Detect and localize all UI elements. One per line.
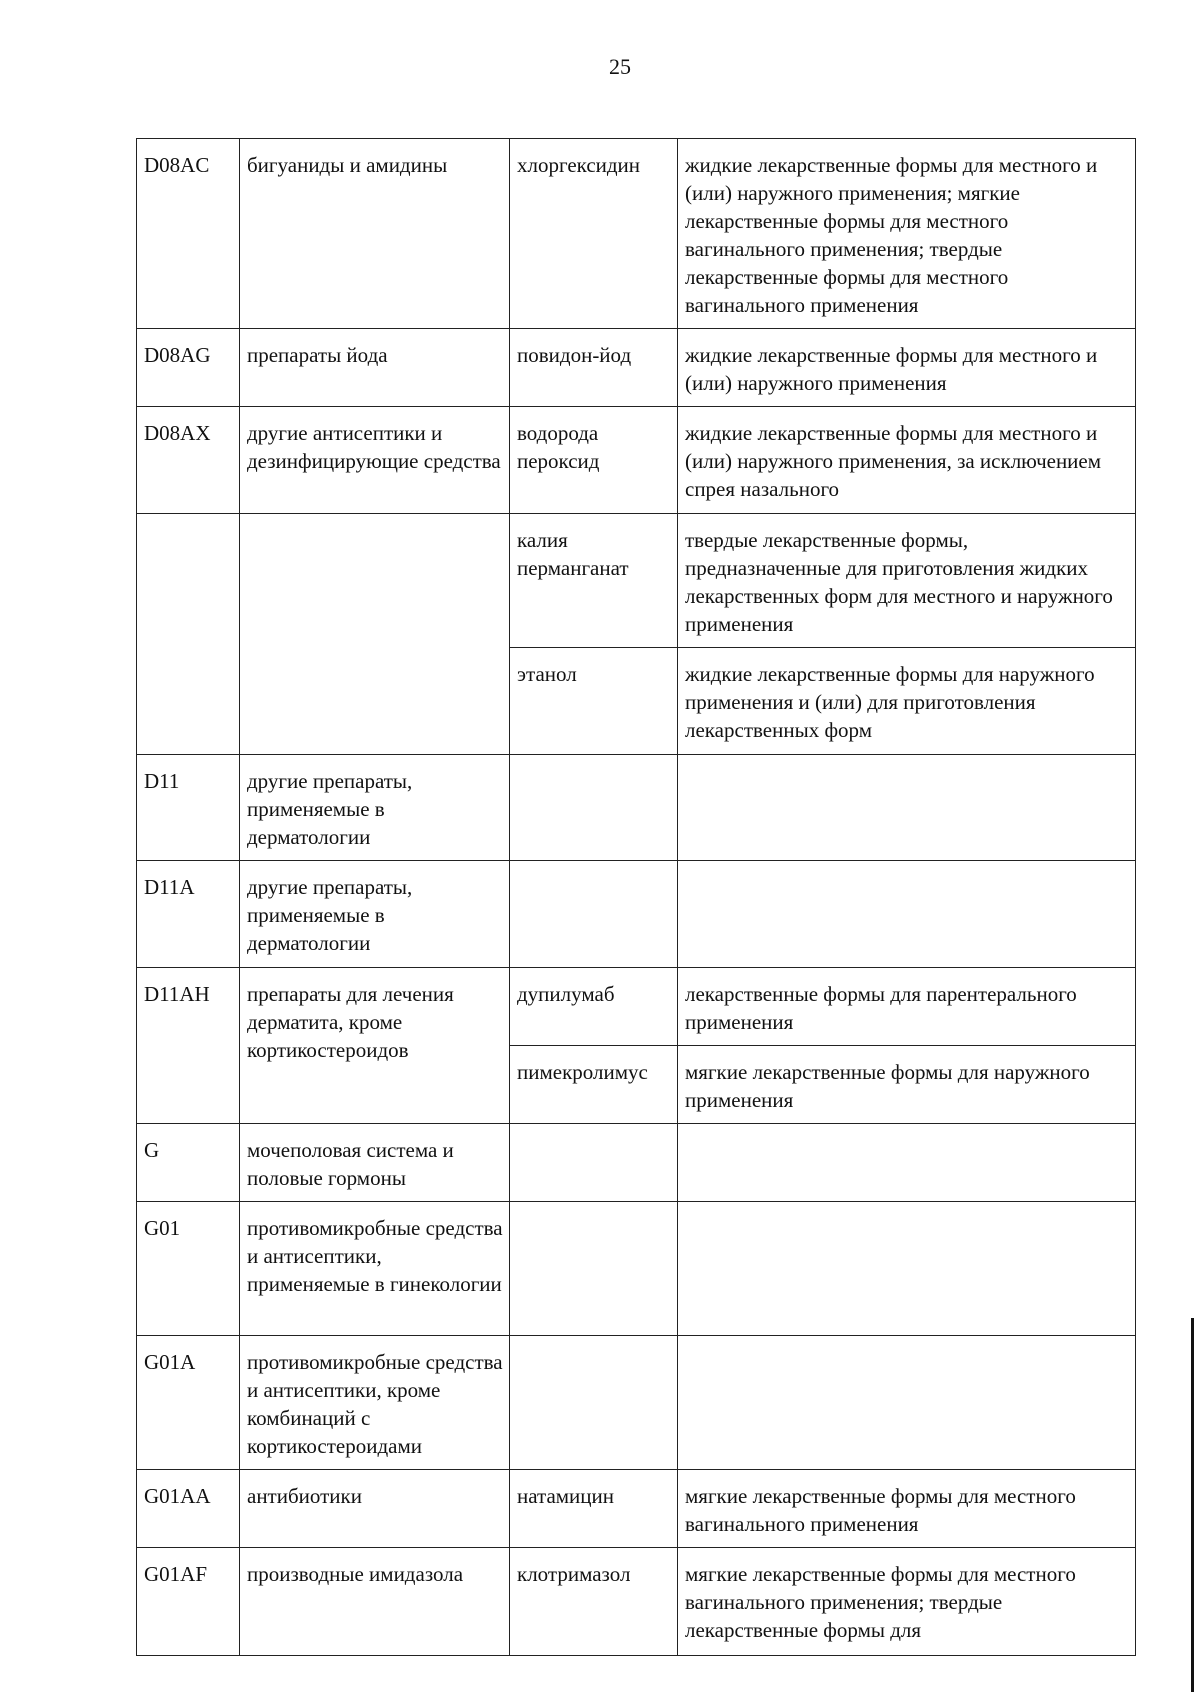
atc-code-cell: G01A (137, 1336, 240, 1470)
page-number: 25 (609, 54, 631, 79)
table-row (137, 329, 1136, 407)
group-name-cell (240, 514, 510, 755)
dosage-form-cell: лекарственные формы для парентерального применения (678, 968, 1136, 1046)
drug-name-cell: клотримазол (510, 1548, 678, 1656)
table-row (137, 968, 1136, 1046)
table-row (137, 1470, 1136, 1548)
table-row (137, 514, 1136, 648)
atc-code-cell: D11 (137, 755, 240, 861)
dosage-form-cell (678, 1124, 1136, 1202)
group-name-cell: препараты йода (240, 329, 510, 407)
atc-code-cell (137, 514, 240, 755)
drug-table (136, 138, 1136, 1656)
dosage-form-cell: мягкие лекарственные формы для местного вагинального применения; твердые лекарственные формы для (678, 1548, 1136, 1656)
drug-name-cell (510, 1202, 678, 1336)
dosage-form-cell: мягкие лекарственные формы для наружного применения (678, 1046, 1136, 1124)
dosage-form-cell: твердые лекарственные формы, предназначенные для приготовления жидких лекарственных форм для местного и наружного применения (678, 514, 1136, 648)
drug-name-cell: хлоргексидин (510, 139, 678, 329)
dosage-form-cell (678, 1202, 1136, 1336)
atc-code-cell: G01 (137, 1202, 240, 1336)
drug-name-cell: водорода пероксид (510, 407, 678, 514)
drug-name-cell: калия перманганат (510, 514, 678, 648)
drug-name-cell (510, 1124, 678, 1202)
dosage-form-cell (678, 1336, 1136, 1470)
dosage-form-cell (678, 755, 1136, 861)
dosage-form-cell: жидкие лекарственные формы для местного и (или) наружного применения (678, 329, 1136, 407)
drug-name-cell: пимекролимус (510, 1046, 678, 1124)
table-row (137, 1548, 1136, 1656)
atc-code-cell: D11AH (137, 968, 240, 1124)
dosage-form-cell: жидкие лекарственные формы для местного и (или) наружного применения, за исключением спрея назального (678, 407, 1136, 514)
drug-name-cell: этанол (510, 648, 678, 755)
table-row (137, 407, 1136, 514)
dosage-form-cell: жидкие лекарственные формы для местного и (или) наружного применения; мягкие лекарственные формы для местного вагинального применения; твердые лекарственные формы для местного вагинального применения (678, 139, 1136, 329)
drug-name-cell (510, 861, 678, 968)
drug-name-cell: повидон-йод (510, 329, 678, 407)
scan-edge-line (1191, 1318, 1194, 1692)
atc-code-cell: D08AX (137, 407, 240, 514)
dosage-form-cell (678, 861, 1136, 968)
atc-code-cell: D11A (137, 861, 240, 968)
group-name-cell: препараты для лечения дерматита, кроме кортикостероидов (240, 968, 510, 1124)
group-name-cell: противомикробные средства и антисептики, применяемые в гинекологии (240, 1202, 510, 1336)
dosage-form-cell: жидкие лекарственные формы для наружного применения и (или) для приготовления лекарственных форм (678, 648, 1136, 755)
table-row (137, 861, 1136, 968)
drug-name-cell (510, 755, 678, 861)
group-name-cell: производные имидазола (240, 1548, 510, 1656)
table-row (137, 1202, 1136, 1336)
group-name-cell: бигуаниды и амидины (240, 139, 510, 329)
group-name-cell: противомикробные средства и антисептики, кроме комбинаций с кортикостероидами (240, 1336, 510, 1470)
table-row (137, 1124, 1136, 1202)
table-row (137, 1336, 1136, 1470)
atc-code-cell: G (137, 1124, 240, 1202)
drug-name-cell (510, 1336, 678, 1470)
drug-name-cell: натамицин (510, 1470, 678, 1548)
group-name-cell: другие препараты, применяемые в дерматологии (240, 755, 510, 861)
atc-code-cell: D08AC (137, 139, 240, 329)
atc-code-cell: D08AG (137, 329, 240, 407)
table-row (137, 755, 1136, 861)
drug-name-cell: дупилумаб (510, 968, 678, 1046)
group-name-cell: мочеполовая система и половые гормоны (240, 1124, 510, 1202)
group-name-cell: другие антисептики и дезинфицирующие средства (240, 407, 510, 514)
group-name-cell: антибиотики (240, 1470, 510, 1548)
group-name-cell: другие препараты, применяемые в дерматологии (240, 861, 510, 968)
atc-code-cell: G01AA (137, 1470, 240, 1548)
table-row (137, 139, 1136, 329)
atc-code-cell: G01AF (137, 1548, 240, 1656)
dosage-form-cell: мягкие лекарственные формы для местного вагинального применения (678, 1470, 1136, 1548)
